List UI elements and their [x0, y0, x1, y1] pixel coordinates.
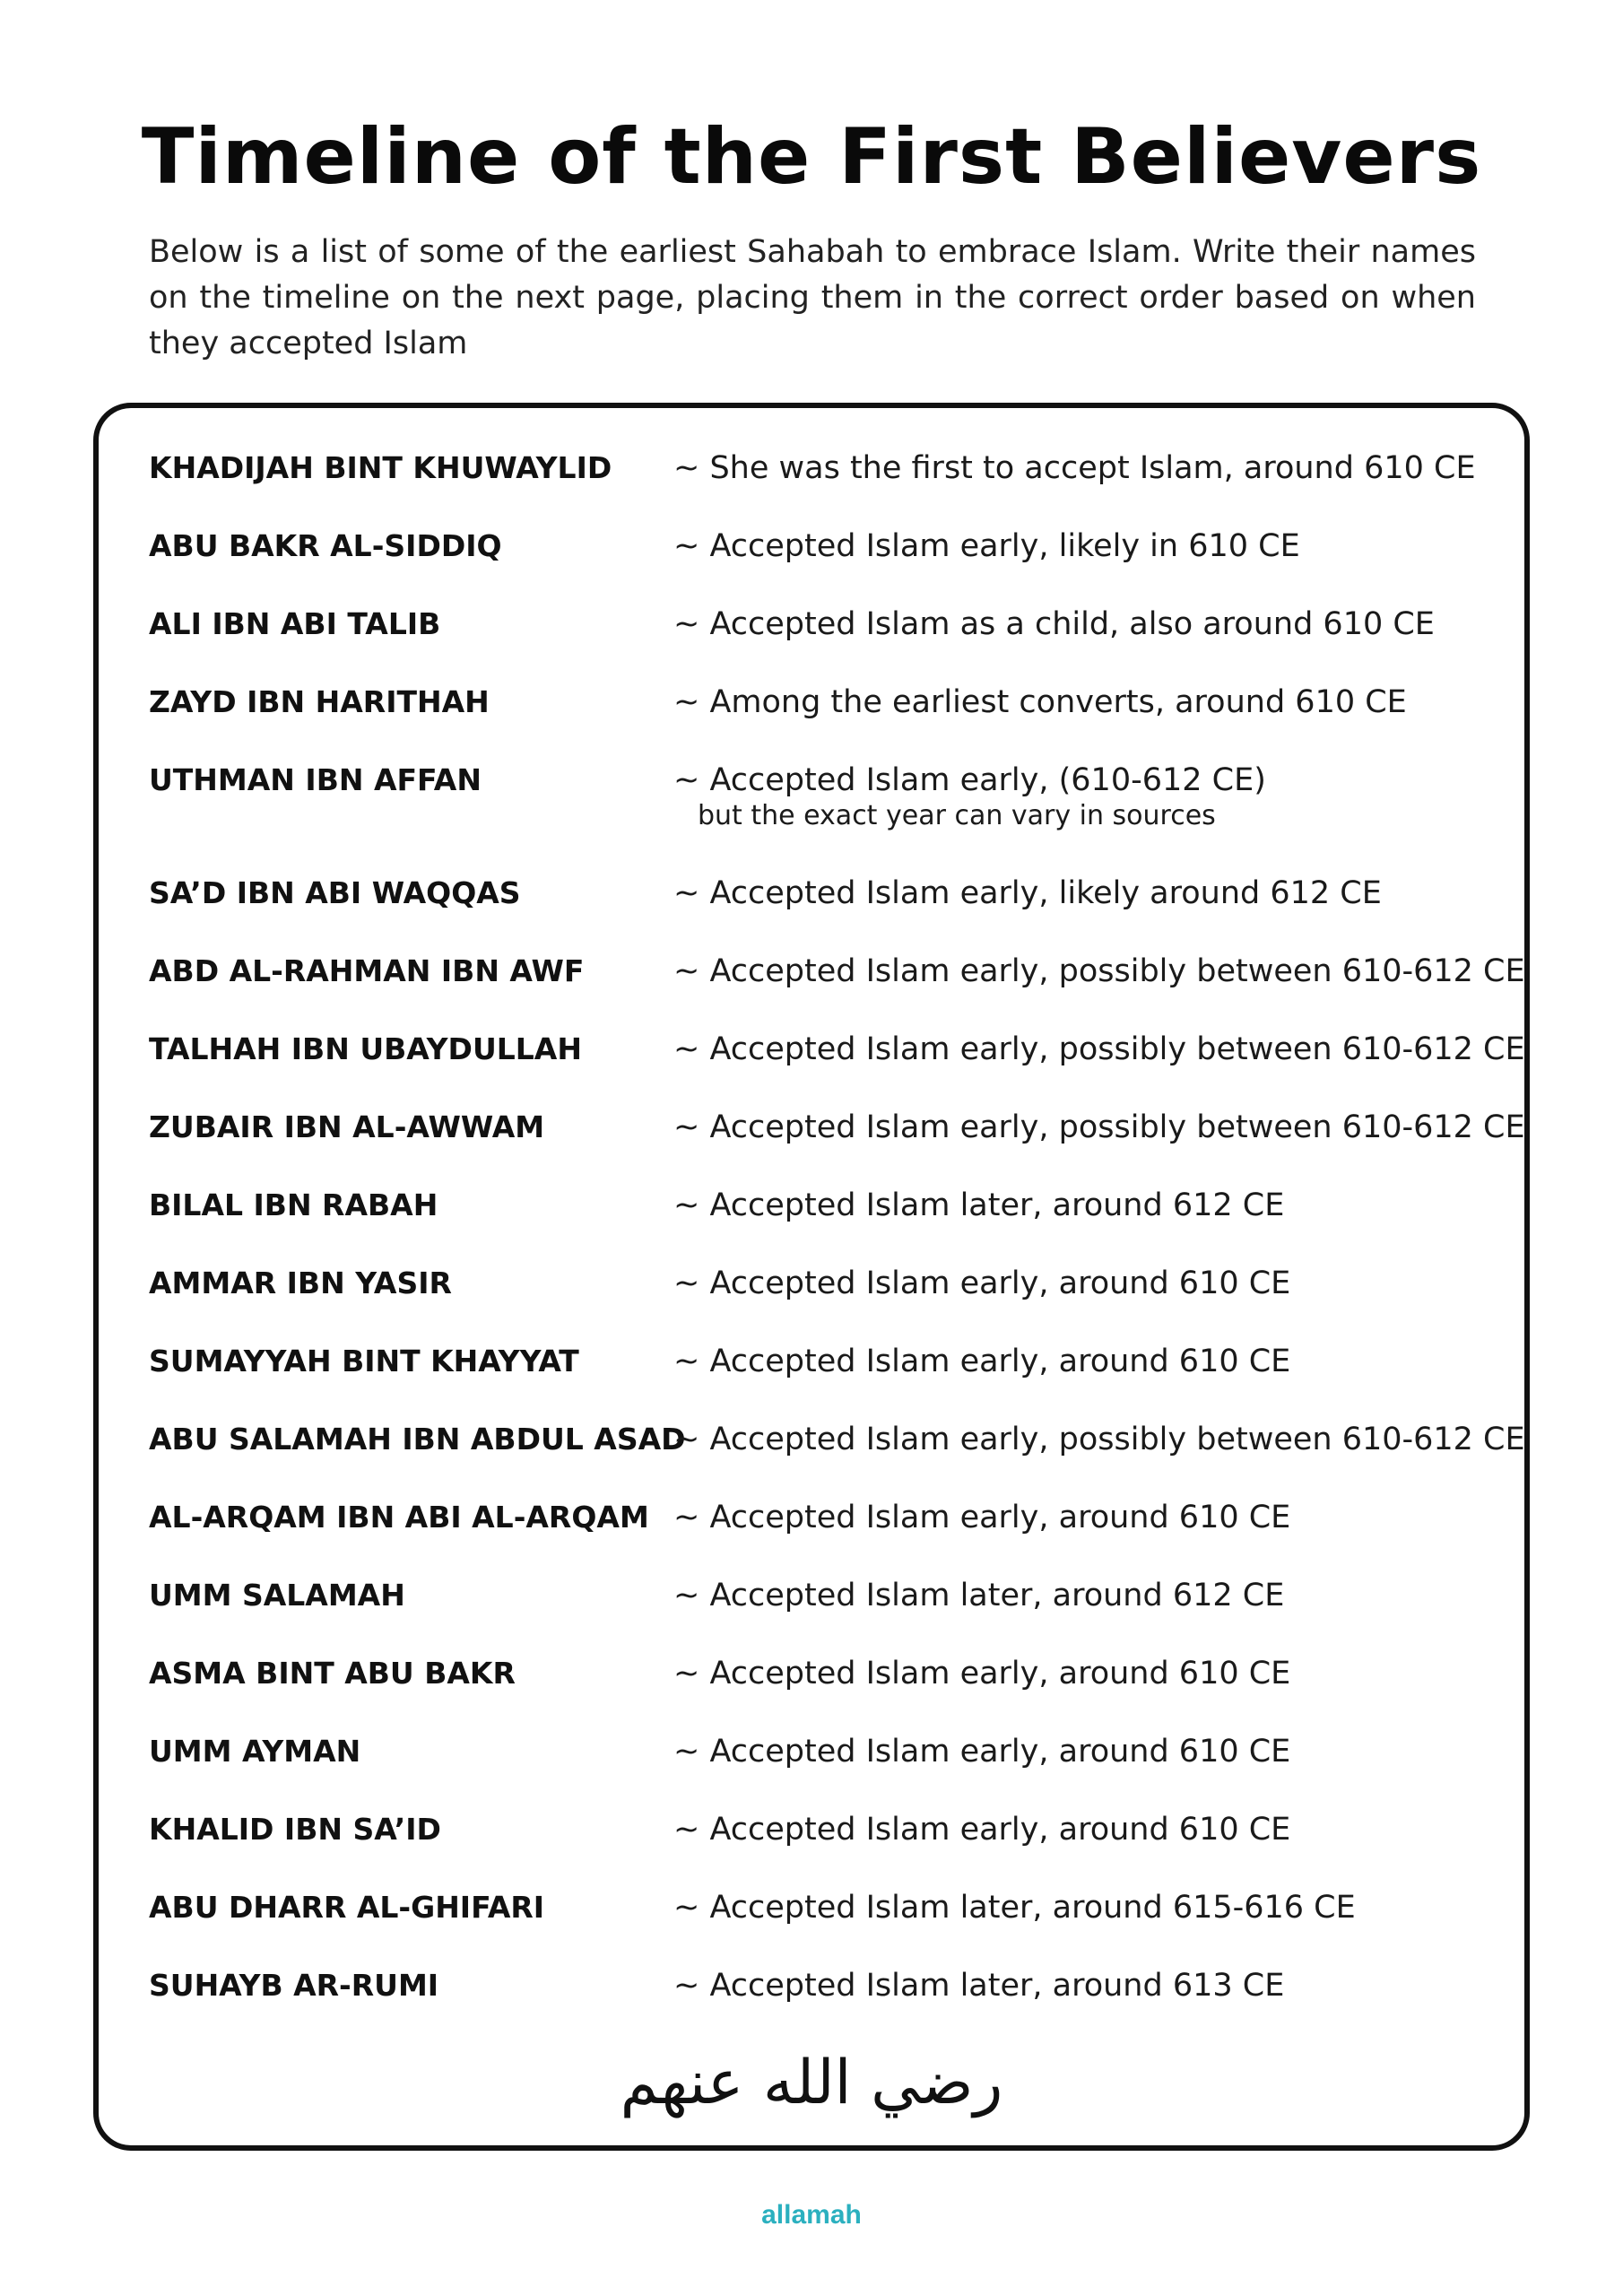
acceptance-description: ~ Accepted Islam early, around 610 CE	[673, 1656, 1291, 1692]
acceptance-description: ~ Accepted Islam early, (610-612 CE)	[673, 762, 1266, 798]
sahabi-name: ALI IBN ABI TALIB	[149, 606, 441, 641]
acceptance-description: ~ Accepted Islam early, likely in 610 CE	[673, 528, 1300, 564]
list-item	[149, 526, 1530, 580]
list-item	[149, 1576, 1530, 1630]
acceptance-description: ~ Accepted Islam early, around 610 CE	[673, 1344, 1291, 1379]
acceptance-description: ~ She was the first to accept Islam, around 610 CE	[673, 450, 1476, 486]
list-item	[149, 1888, 1530, 1942]
sahabi-name: UMM SALAMAH	[149, 1578, 405, 1613]
list-item	[149, 1420, 1530, 1474]
acceptance-description: ~ Accepted Islam early, around 610 CE	[673, 1734, 1291, 1770]
sahabi-name: ABU SALAMAH IBN ABDUL ASAD	[149, 1422, 686, 1457]
page-title: Timeline of the First Believers	[141, 112, 1482, 202]
acceptance-description: ~ Accepted Islam later, around 612 CE	[673, 1187, 1285, 1223]
list-item	[149, 1654, 1530, 1708]
sahabi-name: ABD AL-RAHMAN IBN AWF	[149, 953, 585, 988]
arabic-phrase: رضي الله عنهم	[620, 2048, 1003, 2118]
sahabi-name: ABU DHARR AL-GHIFARI	[149, 1890, 545, 1925]
instructions-paragraph: Below is a list of some of the earliest Sahabah to embrace Islam. Write their names on the timeline on the next page, placing them in the correct order based on when they accepted Islam	[149, 234, 1476, 361]
acceptance-description: ~ Among the earliest converts, around 610 CE	[673, 684, 1407, 720]
acceptance-description: ~ Accepted Islam early, possibly between 610-612 CE	[673, 953, 1525, 989]
sahabi-name: KHALID IBN SA’ID	[149, 1812, 441, 1847]
sahabi-name: AMMAR IBN YASIR	[149, 1265, 452, 1300]
sahabi-name: ASMA BINT ABU BAKR	[149, 1656, 516, 1691]
sahabi-name: ABU BAKR AL-SIDDIQ	[149, 528, 502, 563]
acceptance-description: ~ Accepted Islam early, around 610 CE	[673, 1500, 1291, 1535]
list-item	[149, 1030, 1530, 1083]
list-item	[149, 1810, 1530, 1864]
acceptance-description: ~ Accepted Islam early, possibly between 610-612 CE	[673, 1422, 1525, 1457]
brand-logo: allamah	[761, 2200, 862, 2230]
sahabi-name: UTHMAN IBN AFFAN	[149, 762, 482, 797]
list-item	[149, 952, 1530, 1005]
acceptance-description: ~ Accepted Islam early, possibly between 610-612 CE	[673, 1109, 1525, 1145]
sahabi-name: SUMAYYAH BINT KHAYYAT	[149, 1344, 579, 1378]
list-item	[149, 1342, 1530, 1396]
list-item	[149, 604, 1530, 658]
acceptance-description: ~ Accepted Islam later, around 612 CE	[673, 1578, 1285, 1613]
list-item	[149, 1732, 1530, 1786]
sahabi-name: KHADIJAH BINT KHUWAYLID	[149, 450, 612, 485]
acceptance-description: ~ Accepted Islam early, possibly between 610-612 CE	[673, 1031, 1525, 1067]
sahabi-name: UMM AYMAN	[149, 1734, 361, 1769]
sahabi-name: ZUBAIR IBN AL-AWWAM	[149, 1109, 545, 1144]
sahabi-name: AL-ARQAM IBN ABI AL-ARQAM	[149, 1500, 649, 1535]
list-item	[149, 874, 1530, 927]
acceptance-note: but the exact year can vary in sources	[698, 800, 1216, 831]
list-item	[149, 683, 1530, 736]
sahabi-name: TALHAH IBN UBAYDULLAH	[149, 1031, 582, 1066]
list-item	[149, 1498, 1530, 1552]
sahabi-name: SA’D IBN ABI WAQQAS	[149, 875, 521, 910]
list-item	[149, 1186, 1530, 1239]
sahabi-name: BILAL IBN RABAH	[149, 1187, 438, 1222]
list-item	[149, 761, 1530, 831]
acceptance-description: ~ Accepted Islam early, around 610 CE	[673, 1265, 1291, 1301]
acceptance-description: ~ Accepted Islam early, around 610 CE	[673, 1812, 1291, 1848]
acceptance-description: ~ Accepted Islam later, around 615-616 CE	[673, 1890, 1356, 1926]
list-item	[149, 448, 1530, 502]
acceptance-description: ~ Accepted Islam later, around 613 CE	[673, 1968, 1285, 2004]
sahabi-name: ZAYD IBN HARITHAH	[149, 684, 490, 719]
acceptance-description: ~ Accepted Islam as a child, also around 610 CE	[673, 606, 1435, 642]
list-item	[149, 1966, 1530, 2020]
acceptance-description: ~ Accepted Islam early, likely around 612 CE	[673, 875, 1382, 911]
list-item	[149, 1108, 1530, 1161]
list-item	[149, 1264, 1530, 1318]
sahabi-name: SUHAYB AR-RUMI	[149, 1968, 439, 2003]
